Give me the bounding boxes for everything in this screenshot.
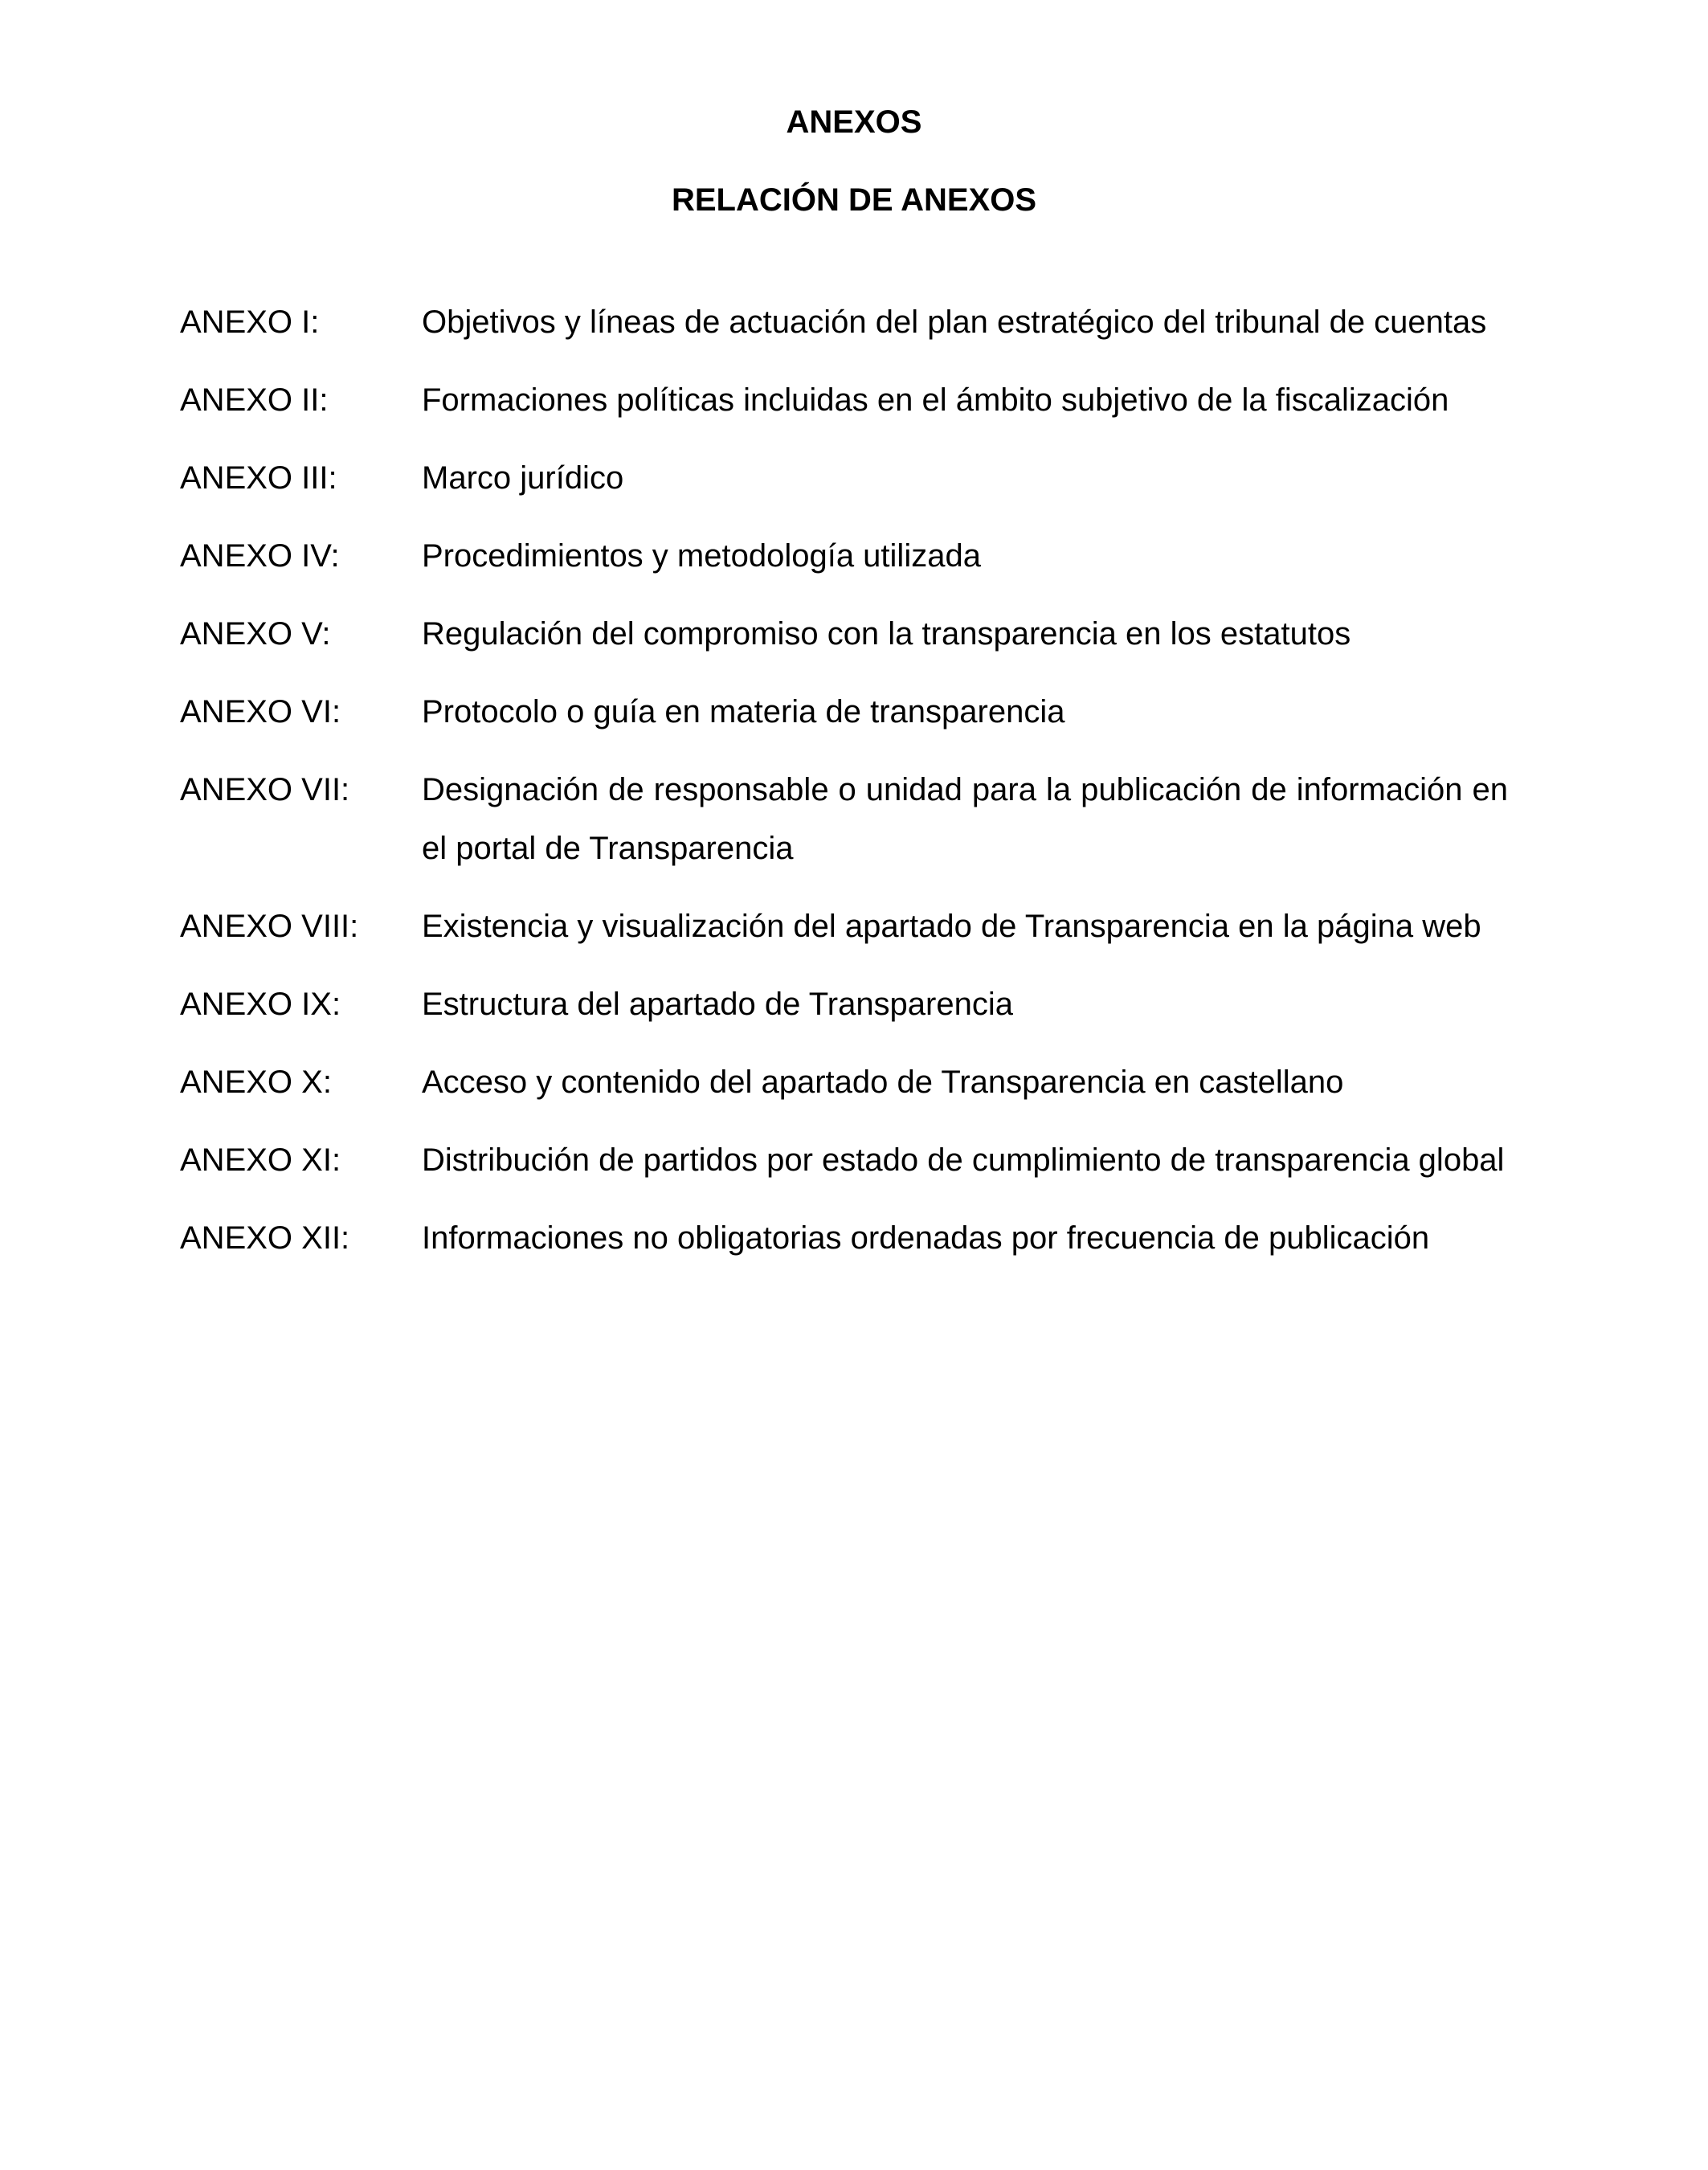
annex-label: ANEXO IX: <box>180 987 341 1022</box>
annex-label: ANEXO II: <box>180 382 329 418</box>
annex-row <box>180 371 1508 430</box>
annex-row <box>180 1209 1508 1268</box>
annex-label: ANEXO I: <box>180 304 320 340</box>
annex-row <box>180 605 1508 664</box>
annex-row <box>180 293 1508 352</box>
annex-label: ANEXO V: <box>180 616 331 652</box>
annex-description: Procedimientos y metodología utilizada <box>422 538 981 574</box>
annex-description: Distribución de partidos por estado de cumplimiento de transparencia global <box>422 1142 1505 1178</box>
annex-description: Estructura del apartado de Transparencia <box>422 987 1013 1022</box>
annex-label: ANEXO VI: <box>180 694 341 729</box>
annex-description: Acceso y contenido del apartado de Transparencia en castellano <box>422 1065 1344 1100</box>
annex-label: ANEXO XII: <box>180 1220 350 1256</box>
section-title: RELACIÓN DE ANEXOS <box>671 182 1037 218</box>
annex-description: Designación de responsable o unidad para la publicación de información en el portal de Transparencia <box>422 772 1508 866</box>
annex-description: Marco jurídico <box>422 460 624 496</box>
annex-label: ANEXO VII: <box>180 772 350 807</box>
annex-row <box>180 975 1508 1034</box>
annex-row <box>180 897 1508 956</box>
page-title: ANEXOS <box>786 104 922 140</box>
annex-description: Regulación del compromiso con la transparencia en los estatutos <box>422 616 1351 652</box>
annex-row <box>180 761 1508 878</box>
annex-label: ANEXO IV: <box>180 538 340 574</box>
annex-label: ANEXO X: <box>180 1065 332 1100</box>
annex-label: ANEXO III: <box>180 460 337 496</box>
annex-description: Informaciones no obligatorias ordenadas por frecuencia de publicación <box>422 1220 1430 1256</box>
annex-list <box>180 293 1508 1287</box>
annex-description: Existencia y visualización del apartado de Transparencia en la página web <box>422 909 1481 944</box>
annex-description: Protocolo o guía en materia de transparencia <box>422 694 1065 729</box>
annex-row <box>180 683 1508 742</box>
annex-description: Objetivos y líneas de actuación del plan estratégico del tribunal de cuentas <box>422 304 1487 340</box>
annex-description: Formaciones políticas incluidas en el ámbito subjetivo de la fiscalización <box>422 382 1449 418</box>
annex-label: ANEXO VIII: <box>180 909 359 944</box>
annex-row <box>180 1053 1508 1112</box>
annex-row <box>180 449 1508 508</box>
annex-row <box>180 1131 1508 1190</box>
annex-label: ANEXO XI: <box>180 1142 341 1178</box>
annex-row <box>180 527 1508 586</box>
